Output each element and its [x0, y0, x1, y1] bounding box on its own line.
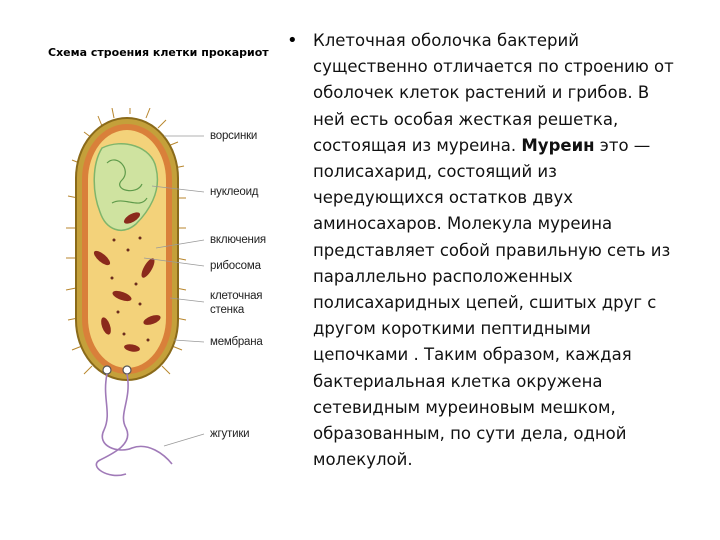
- label-cell-wall-line1: клеточная: [210, 290, 263, 302]
- description-text: [313, 28, 685, 473]
- label-ribosome: рибосома: [210, 260, 261, 272]
- flagellum-base: [103, 366, 111, 374]
- text-part-2: это — полисахарид, состоящий из чередующихся остатков двух аминосахаров. Молекула муреина представляет собой правильную сеть из параллельно расположенных полисахаридных цепей, сшитых друг с другом короткими пептидными цепочками . Таким образом, каждая бактериальная клетка окружена сетевидным муреиновым мешком, образованным, по сути дела, одной молекулой.: [313, 135, 671, 470]
- prokaryote-cell-diagram: [52, 108, 268, 494]
- bullet-marker: •: [287, 30, 298, 51]
- flagellum-base: [123, 366, 131, 374]
- figure-title: Схема строения клетки прокариот: [48, 46, 269, 59]
- label-nucleoid: нуклеоид: [210, 186, 259, 198]
- term-murein: Муреин: [521, 135, 595, 155]
- label-flagella: жгутики: [210, 428, 250, 440]
- label-cell-wall-line2: стенка: [210, 304, 245, 316]
- label-membrane: мембрана: [210, 336, 263, 348]
- label-villi: ворсинки: [210, 130, 258, 142]
- text-part-1: Клеточная оболочка бактерий существенно отличается по строению от оболочек клеток растений и грибов. В ней есть особая жесткая решетка, состоящая из муреина.: [313, 31, 674, 155]
- flagella: [96, 374, 172, 475]
- label-inclusions: включения: [210, 234, 266, 246]
